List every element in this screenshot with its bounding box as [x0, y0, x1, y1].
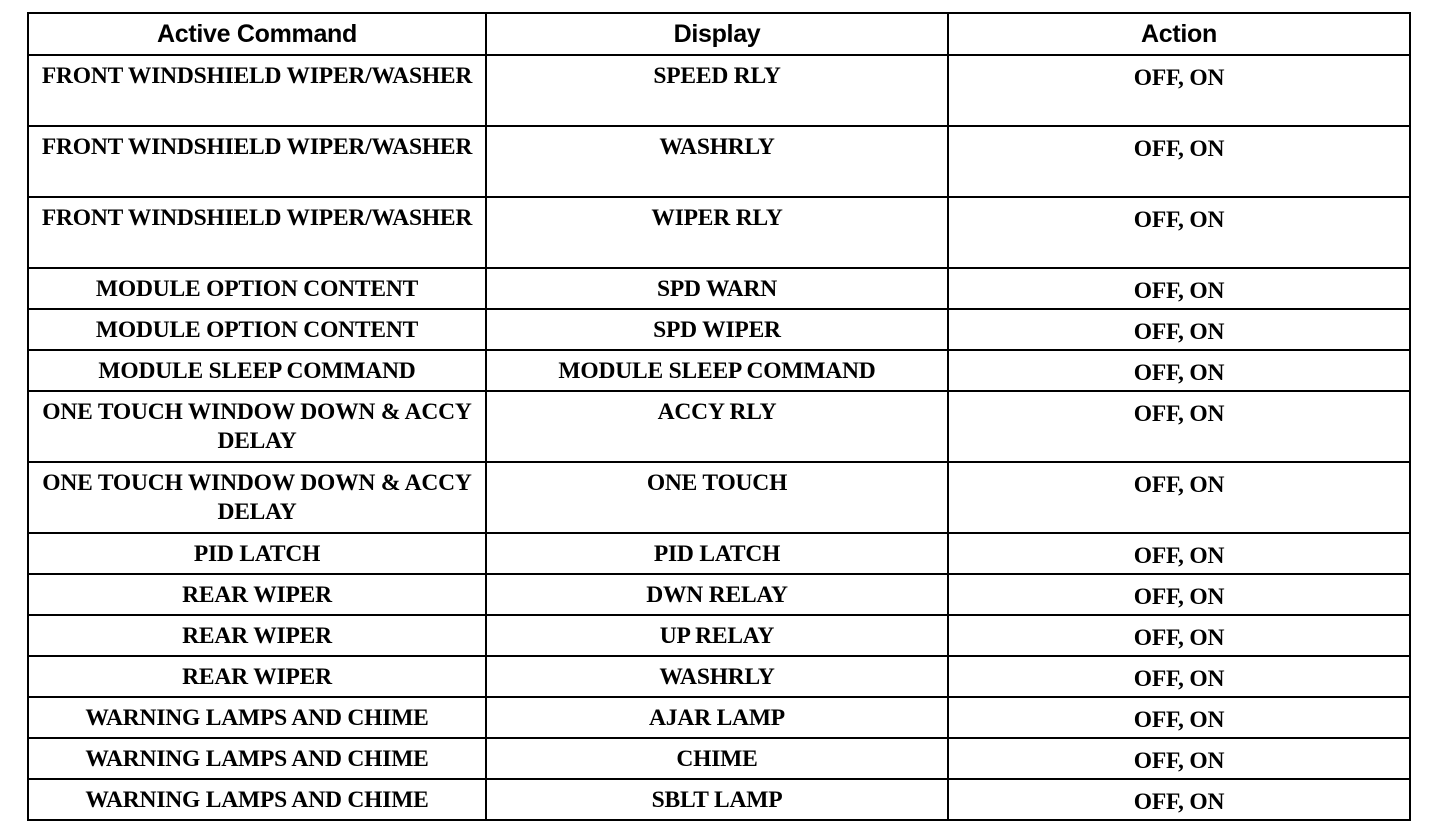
- cell-active-command: ONE TOUCH WINDOW DOWN & ACCY DELAY: [28, 462, 486, 533]
- table-row: [28, 738, 1410, 779]
- table-body: [28, 55, 1410, 820]
- cell-active-command: WARNING LAMPS AND CHIME: [28, 779, 486, 820]
- cell-action: OFF, ON: [948, 779, 1410, 820]
- table-header: [28, 13, 1410, 55]
- cell-display: PID LATCH: [486, 533, 948, 574]
- table-row: [28, 126, 1410, 197]
- cell-action: OFF, ON: [948, 533, 1410, 574]
- header-action: Action: [948, 13, 1410, 55]
- table-row: [28, 697, 1410, 738]
- cell-active-command: FRONT WINDSHIELD WIPER/WASHER: [28, 126, 486, 197]
- table-row: [28, 615, 1410, 656]
- cell-action: OFF, ON: [948, 309, 1410, 350]
- cell-display: SPEED RLY: [486, 55, 948, 126]
- cell-active-command: REAR WIPER: [28, 615, 486, 656]
- cell-action: OFF, ON: [948, 391, 1410, 462]
- cell-action: OFF, ON: [948, 697, 1410, 738]
- cell-action: OFF, ON: [948, 268, 1410, 309]
- cell-action: OFF, ON: [948, 462, 1410, 533]
- table-row: [28, 462, 1410, 533]
- cell-active-command: MODULE SLEEP COMMAND: [28, 350, 486, 391]
- cell-action: OFF, ON: [948, 615, 1410, 656]
- header-active-command: Active Command: [28, 13, 486, 55]
- cell-active-command: FRONT WINDSHIELD WIPER/WASHER: [28, 55, 486, 126]
- header-row: [28, 13, 1410, 55]
- table-row: [28, 656, 1410, 697]
- cell-display: MODULE SLEEP COMMAND: [486, 350, 948, 391]
- cell-display: WASHRLY: [486, 126, 948, 197]
- cell-active-command: ONE TOUCH WINDOW DOWN & ACCY DELAY: [28, 391, 486, 462]
- table-row: [28, 309, 1410, 350]
- table-row: [28, 779, 1410, 820]
- active-command-table-container: [27, 12, 1411, 821]
- table-row: [28, 55, 1410, 126]
- cell-display: SPD WIPER: [486, 309, 948, 350]
- cell-action: OFF, ON: [948, 197, 1410, 268]
- cell-display: CHIME: [486, 738, 948, 779]
- cell-action: OFF, ON: [948, 350, 1410, 391]
- cell-display: UP RELAY: [486, 615, 948, 656]
- table-row: [28, 533, 1410, 574]
- cell-display: SBLT LAMP: [486, 779, 948, 820]
- table-row: [28, 574, 1410, 615]
- cell-display: AJAR LAMP: [486, 697, 948, 738]
- table-row: [28, 391, 1410, 462]
- cell-display: DWN RELAY: [486, 574, 948, 615]
- cell-active-command: MODULE OPTION CONTENT: [28, 268, 486, 309]
- cell-action: OFF, ON: [948, 574, 1410, 615]
- table-row: [28, 197, 1410, 268]
- header-display: Display: [486, 13, 948, 55]
- cell-active-command: WARNING LAMPS AND CHIME: [28, 697, 486, 738]
- cell-display: ACCY RLY: [486, 391, 948, 462]
- cell-active-command: REAR WIPER: [28, 656, 486, 697]
- cell-active-command: WARNING LAMPS AND CHIME: [28, 738, 486, 779]
- cell-active-command: PID LATCH: [28, 533, 486, 574]
- cell-action: OFF, ON: [948, 126, 1410, 197]
- cell-active-command: MODULE OPTION CONTENT: [28, 309, 486, 350]
- cell-display: ONE TOUCH: [486, 462, 948, 533]
- cell-action: OFF, ON: [948, 656, 1410, 697]
- active-command-table: [27, 12, 1411, 821]
- cell-active-command: FRONT WINDSHIELD WIPER/WASHER: [28, 197, 486, 268]
- table-row: [28, 350, 1410, 391]
- cell-display: SPD WARN: [486, 268, 948, 309]
- cell-display: WASHRLY: [486, 656, 948, 697]
- cell-action: OFF, ON: [948, 738, 1410, 779]
- cell-display: WIPER RLY: [486, 197, 948, 268]
- table-row: [28, 268, 1410, 309]
- cell-action: OFF, ON: [948, 55, 1410, 126]
- cell-active-command: REAR WIPER: [28, 574, 486, 615]
